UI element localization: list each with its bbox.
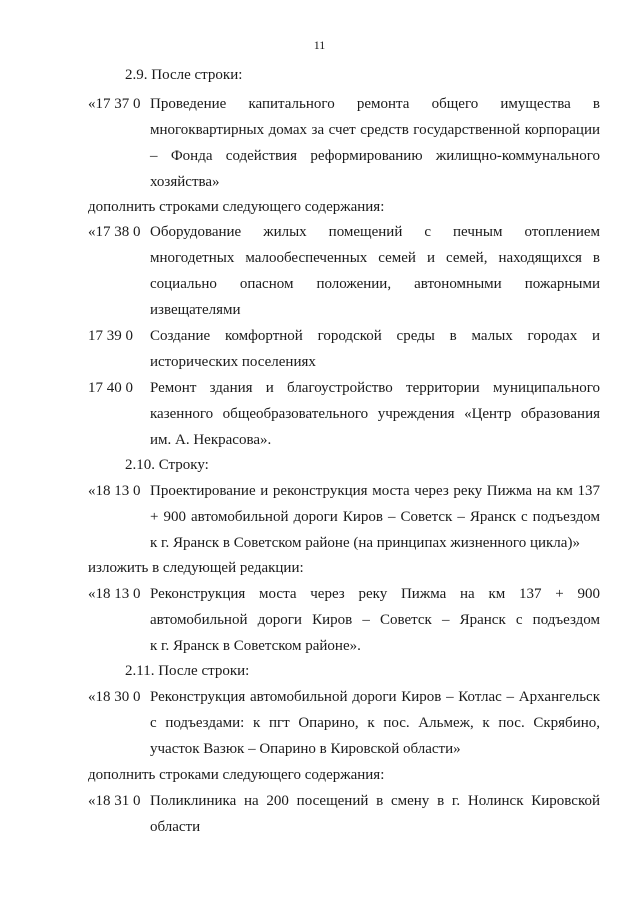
- row-code: 17 39 0: [88, 328, 133, 344]
- row-text-line: хозяйства»: [150, 174, 220, 190]
- row-text-line: + 900 автомобильной дороги Киров – Советск – Яранск с подъездом: [150, 509, 600, 525]
- instruction-text: изложить в следующей редакции:: [88, 560, 304, 576]
- row-text-line: к г. Яранск в Советском районе».: [150, 638, 361, 654]
- row-text-line: Поликлиника на 200 посещений в смену в г. Нолинск Кировской: [150, 793, 600, 809]
- row-text-line: им. А. Некрасова».: [150, 432, 272, 448]
- row-text-line: многодетных малообеспеченных семей и семей, находящихся в: [150, 250, 600, 266]
- row-text-line: участок Вазюк – Опарино в Кировской области»: [150, 741, 461, 757]
- section-heading: 2.11. После строки:: [125, 663, 250, 679]
- row-code: «17 37 0: [88, 96, 141, 112]
- row-code: 17 40 0: [88, 380, 133, 396]
- page-number: 11: [313, 38, 326, 52]
- row-code: «18 31 0: [88, 793, 141, 809]
- row-text-line: многоквартирных домах за счет средств государственной корпорации: [150, 122, 600, 138]
- row-text-line: извещателями: [150, 302, 241, 318]
- row-code: «18 13 0: [88, 586, 141, 602]
- row-text-line: Ремонт здания и благоустройство территории муниципального: [150, 380, 600, 396]
- row-text-line: к г. Яранск в Советском районе (на принципах жизненного цикла)»: [150, 535, 580, 551]
- row-text-line: казенного общеобразовательного учреждения «Центр образования: [150, 406, 600, 422]
- row-text-line: Проведение капитального ремонта общего имущества в: [150, 96, 600, 112]
- row-code: «18 13 0: [88, 483, 141, 499]
- row-text-line: исторических поселениях: [150, 354, 316, 370]
- row-code: «17 38 0: [88, 224, 141, 240]
- section-heading: 2.9. После строки:: [125, 67, 243, 83]
- row-text-line: с подъездами: к пгт Опарино, к пос. Альмеж, к пос. Скрябино,: [150, 715, 600, 731]
- row-text-line: автомобильной дороги Киров – Советск – Яранск с подъездом: [150, 612, 600, 628]
- row-text-line: Оборудование жилых помещений с печным отоплением: [150, 224, 600, 240]
- row-text-line: Реконструкция моста через реку Пижма на км 137 + 900: [150, 586, 600, 602]
- row-text-line: социально опасном положении, автономными пожарными: [150, 276, 600, 292]
- row-text-line: Проектирование и реконструкция моста через реку Пижма на км 137: [150, 483, 600, 499]
- instruction-text: дополнить строками следующего содержания:: [88, 767, 385, 783]
- row-text-line: области: [150, 819, 201, 835]
- row-code: «18 30 0: [88, 689, 141, 705]
- section-heading: 2.10. Строку:: [125, 457, 209, 473]
- instruction-text: дополнить строками следующего содержания:: [88, 199, 385, 215]
- row-text-line: Создание комфортной городской среды в малых городах и: [150, 328, 600, 344]
- row-text-line: Реконструкция автомобильной дороги Киров – Котлас – Архангельск: [150, 689, 600, 705]
- row-text-line: – Фонда содействия реформированию жилищно-коммунального: [150, 148, 600, 164]
